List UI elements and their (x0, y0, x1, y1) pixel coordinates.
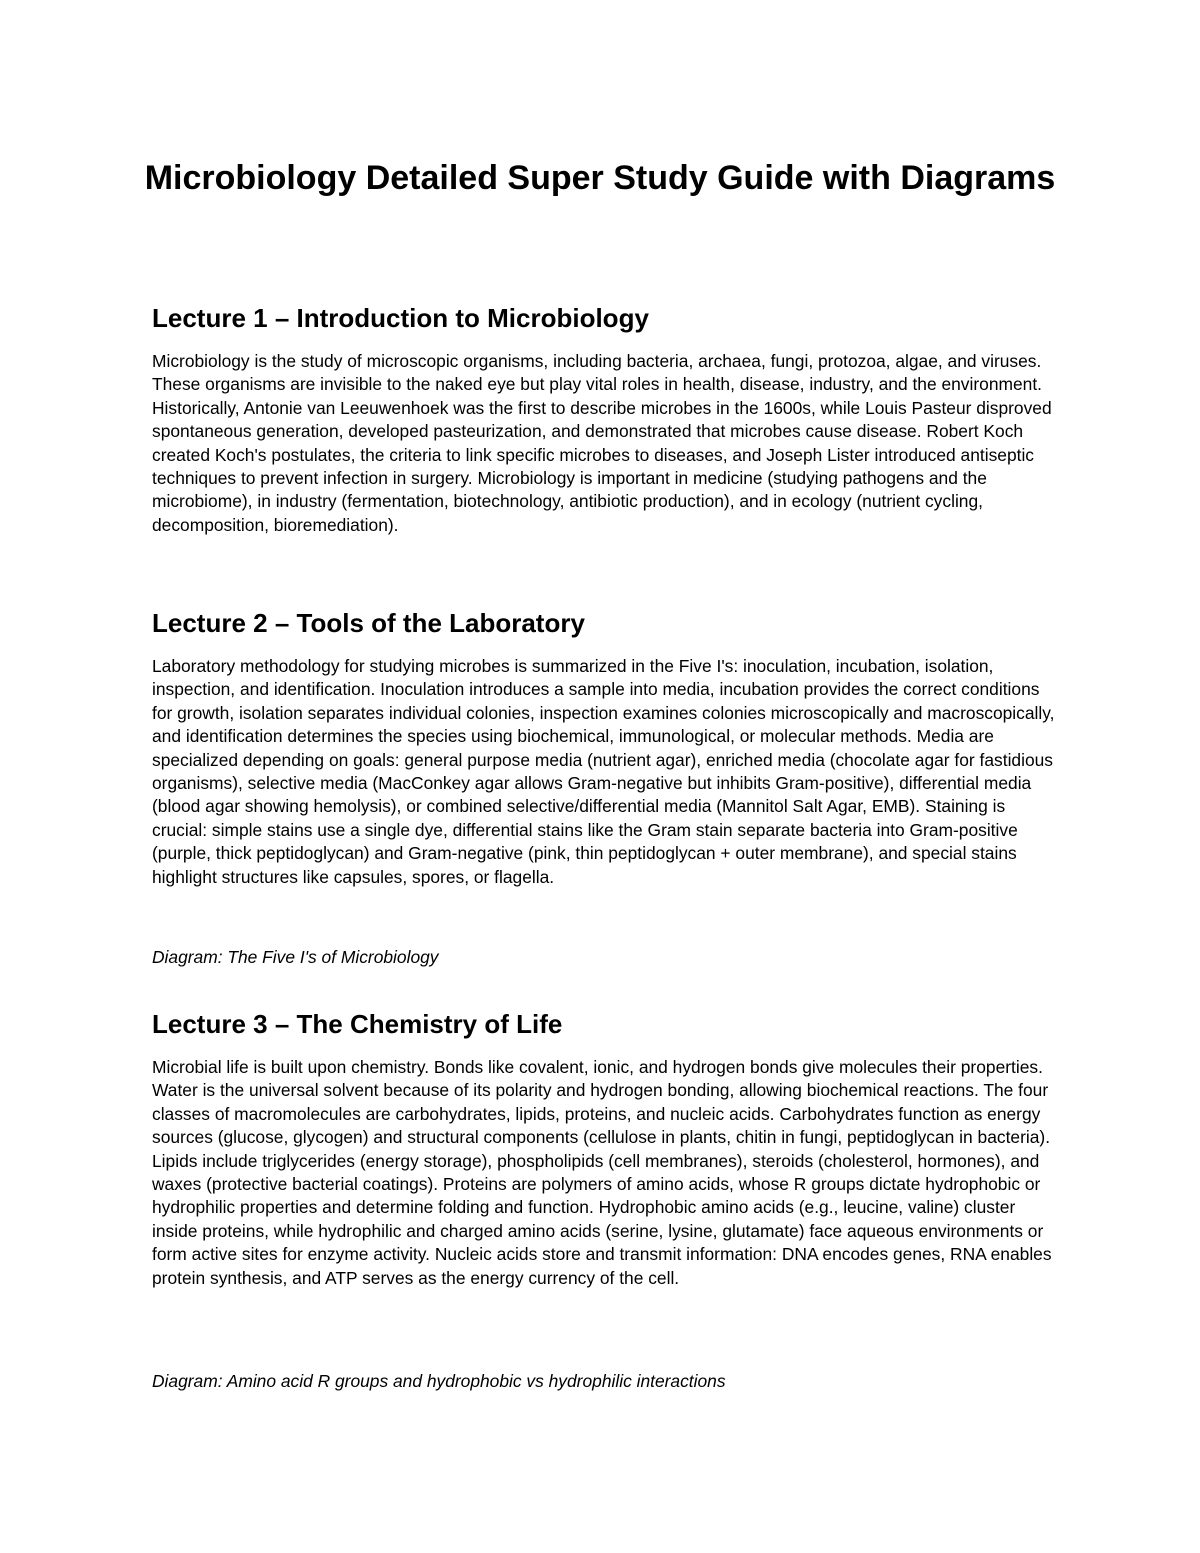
section-lecture-1 (152, 302, 1057, 537)
section-heading: Lecture 2 – Tools of the Laboratory (152, 608, 585, 638)
section-lecture-3 (152, 1008, 1057, 1290)
section-body: Microbial life is built upon chemistry. Bonds like covalent, ionic, and hydrogen bonds give molecules their properties. Water is the universal solvent because of its polarity and hydrogen bonding, allowing biochemical reactions. The four classes of macromolecules are carbohydrates, lipids, proteins, and nucleic acids. Carbohydrates function as energy sources (glucose, glycogen) and structural components (cellulose in plants, chitin in fungi, peptidoglycan in bacteria). Lipids include triglycerides (energy storage), phospholipids (cell membranes), steroids (cholesterol, hormones), and waxes (protective bacterial coatings). Proteins are polymers of amino acids, whose R groups dictate hydrophobic or hydrophilic properties and determine folding and function. Hydrophobic amino acids (e.g., leucine, valine) cluster inside proteins, while hydrophilic and charged amino acids (serine, lysine, glutamate) face aqueous environments or form active sites for enzyme activity. Nucleic acids store and transmit information: DNA encodes genes, RNA enables protein synthesis, and ATP serves as the energy currency of the cell. (152, 1057, 1052, 1288)
section-body: Microbiology is the study of microscopic organisms, including bacteria, archaea, fungi, protozoa, algae, and viruses. These organisms are invisible to the naked eye but play vital roles in health, disease, industry, and the environment. Historically, Antonie van Leeuwenhoek was the first to describe microbes in the 1600s, while Louis Pasteur disproved spontaneous generation, developed pasteurization, and demonstrated that microbes cause disease. Robert Koch created Koch's postulates, the criteria to link specific microbes to diseases, and Joseph Lister introduced antiseptic techniques to prevent infection in surgery. Microbiology is important in medicine (studying pathogens and the microbiome), in industry (fermentation, biotechnology, antibiotic production), and in ecology (nutrient cycling, decomposition, bioremediation). (152, 351, 1052, 535)
section-lecture-2 (152, 607, 1057, 889)
section-body: Laboratory methodology for studying microbes is summarized in the Five I's: inoculation, incubation, isolation, inspection, and identification. Inoculation introduces a sample into media, incubation provides the correct conditions for growth, isolation separates individual colonies, inspection examines colonies microscopically and macroscopically, and identification determines the species using biochemical, immunological, or molecular methods. Media are specialized depending on goals: general purpose media (nutrient agar), enriched media (chocolate agar for fastidious organisms), selective media (MacConkey agar allows Gram-negative but inhibits Gram-positive), differential media (blood agar showing hemolysis), or combined selective/differential media (Mannitol Salt Agar, EMB). Staining is crucial: simple stains use a single dye, differential stains like the Gram stain separate bacteria into Gram-positive (purple, thick peptidoglycan) and Gram-negative (pink, thin peptidoglycan + outer membrane), and special stains highlight structures like capsules, spores, or flagella. (152, 656, 1055, 887)
diagram-caption: Diagram: Amino acid R groups and hydrophobic vs hydrophilic interactions (152, 1371, 726, 1391)
section-heading: Lecture 3 – The Chemistry of Life (152, 1009, 563, 1039)
diagram-caption: Diagram: The Five I's of Microbiology (152, 947, 439, 967)
section-heading: Lecture 1 – Introduction to Microbiology (152, 303, 649, 333)
document-title: Microbiology Detailed Super Study Guide with Diagrams (144, 159, 1056, 197)
